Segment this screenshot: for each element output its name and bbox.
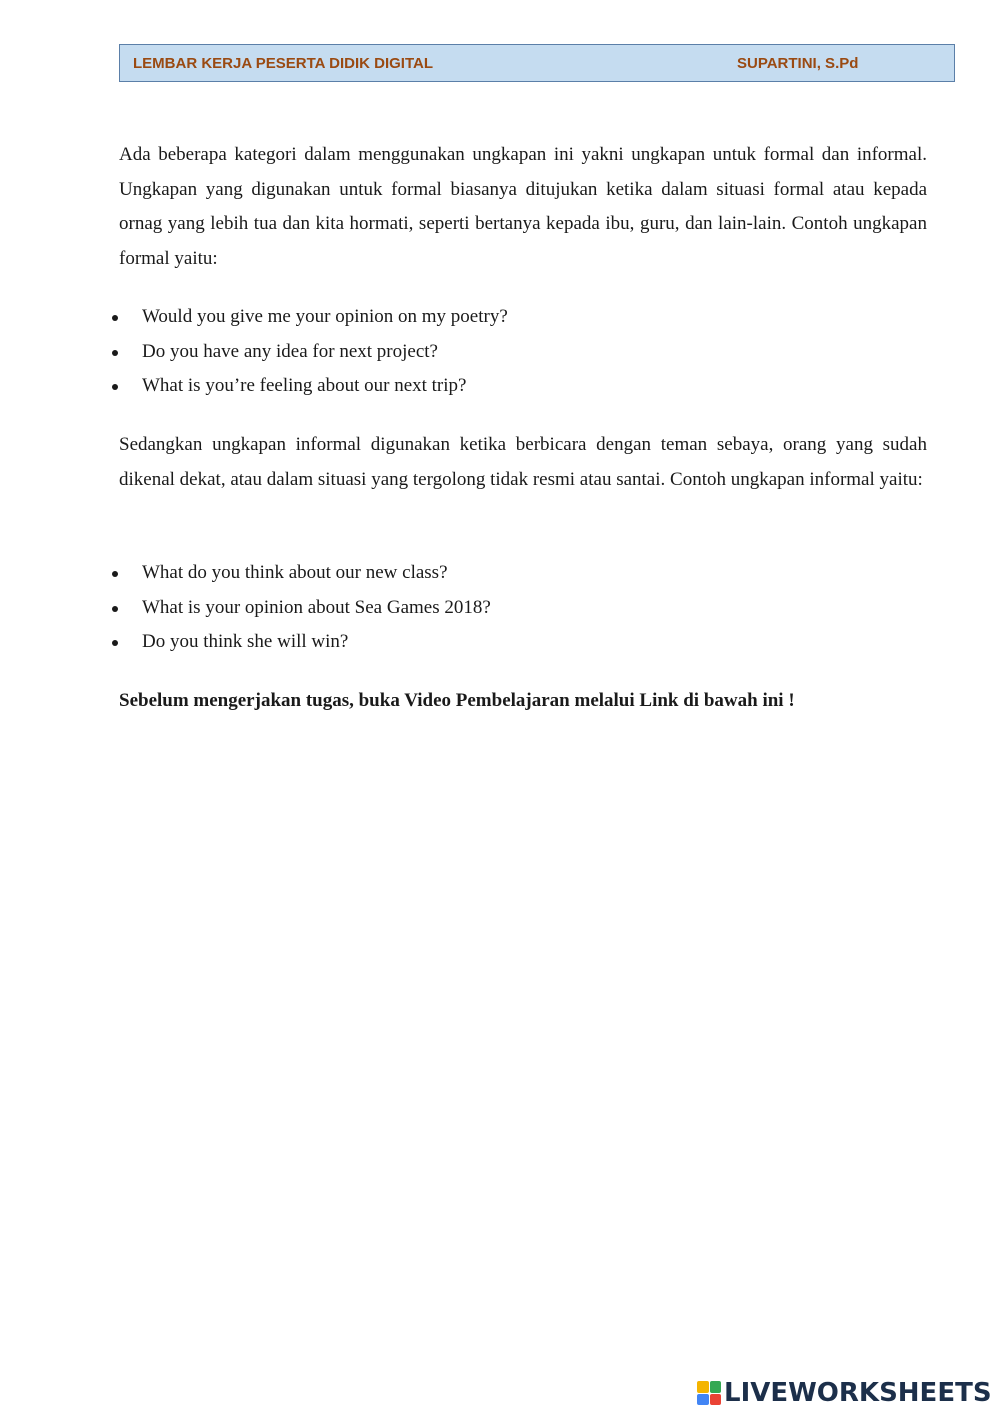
bullet-icon: [112, 606, 118, 612]
formal-examples-list: [0, 300, 900, 404]
bullet-icon: [112, 384, 118, 390]
list-item-text: Would you give me your opinion on my poetry?: [142, 306, 508, 327]
bullet-icon: [112, 640, 118, 646]
bullet-icon: [112, 571, 118, 577]
paragraph-formal-intro: Ada beberapa kategori dalam menggunakan ungkapan ini yakni ungkapan untuk formal dan informal. Ungkapan yang digunakan untuk formal biasanya ditujukan ketika dalam situasi formal atau kepada ornag yang lebih tua dan kita hormati, seperti bertanya kepada ibu, guru, dan lain-lain. Contoh ungkapan formal yaitu:: [119, 144, 927, 269]
worksheet-header: [119, 44, 955, 82]
list-item: [0, 591, 900, 626]
bullet-icon: [112, 350, 118, 356]
logo-square: [697, 1394, 709, 1406]
logo-square: [710, 1394, 722, 1406]
header-author: SUPARTINI, S.Pd: [737, 55, 859, 72]
list-item-text: What is your opinion about Sea Games 2018?: [142, 596, 491, 618]
list-item-text: What is you’re feeling about our next trip?: [142, 375, 467, 396]
liveworksheets-logo-icon: [697, 1381, 721, 1405]
list-item: [0, 369, 900, 404]
list-item-text: What do you think about our new class?: [142, 562, 448, 583]
informal-examples-list: [0, 556, 900, 660]
list-item: [0, 300, 900, 335]
liveworksheets-logo[interactable]: [697, 1378, 992, 1408]
list-item: [0, 335, 900, 370]
paragraph-informal-intro: Sedangkan ungkapan informal digunakan ketika berbicara dengan teman sebaya, orang yang sudah dikenal dekat, atau dalam situasi yang tergolong tidak resmi atau santai. Contoh ungkapan informal yaitu:: [119, 434, 927, 490]
list-item: [0, 556, 900, 591]
logo-text: LIVEWORKSHEETS: [724, 1378, 992, 1408]
header-title: LEMBAR KERJA PESERTA DIDIK DIGITAL: [133, 55, 434, 72]
list-item: [0, 625, 900, 660]
logo-square: [697, 1381, 709, 1393]
instruction-text: Sebelum mengerjakan tugas, buka Video Pembelajaran melalui Link di bawah ini !: [119, 690, 795, 711]
list-item-text: Do you have any idea for next project?: [142, 340, 438, 362]
list-item-text: Do you think she will win?: [142, 631, 349, 652]
logo-square: [710, 1381, 722, 1393]
bullet-icon: [112, 315, 118, 321]
